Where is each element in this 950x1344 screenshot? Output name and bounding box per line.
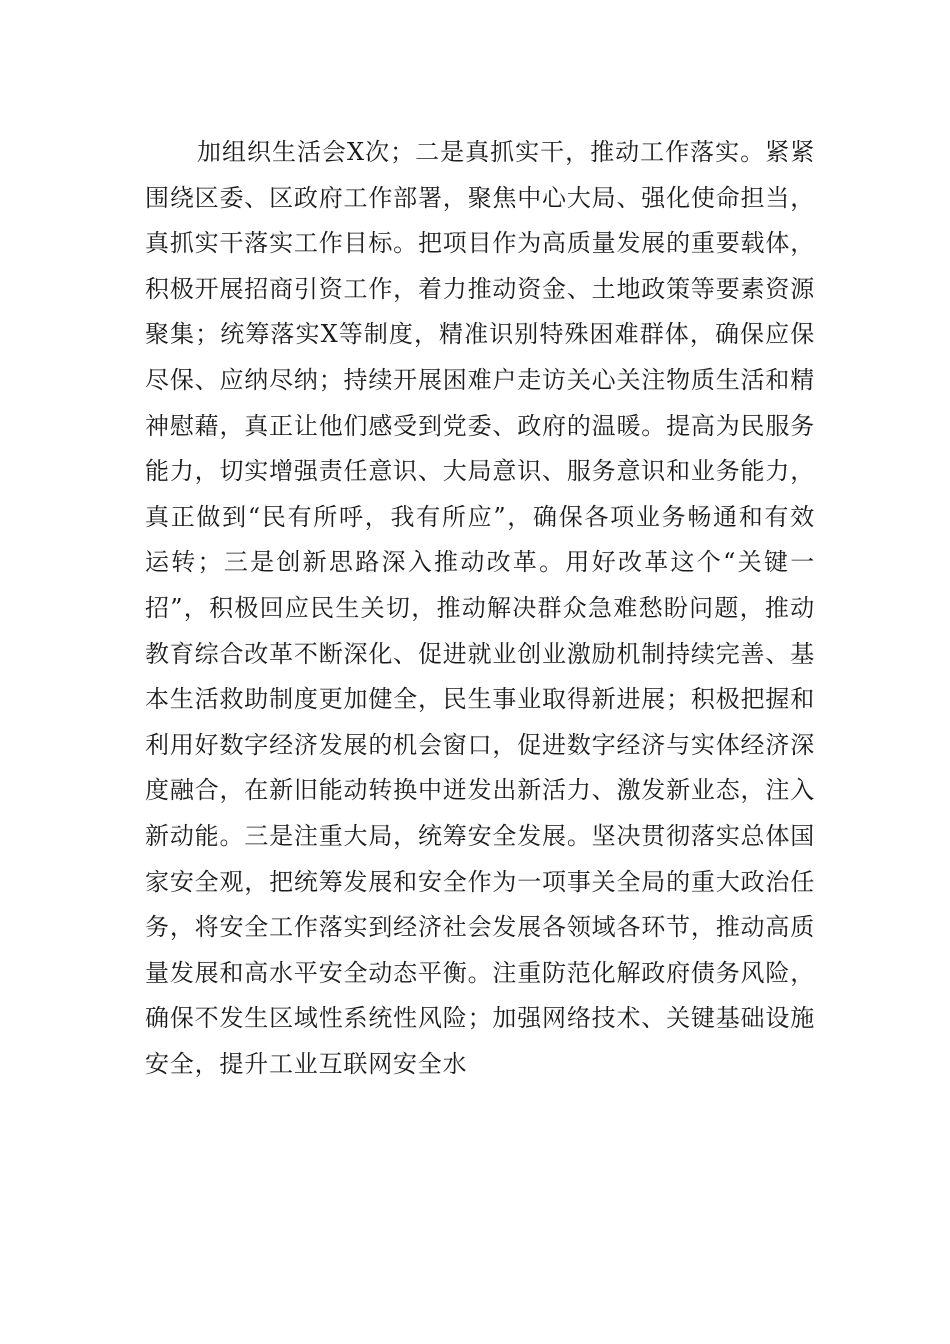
body-paragraph: 加组织生活会X次；二是真抓实干，推动工作落实。紧紧围绕区委、区政府工作部署，聚焦中心大局、强化使命担当，真抓实干落实工作目标。把项目作为高质量发展的重要载体，积极开展招商引资工作，着力推动资金、土地政策等要素资源聚集；统筹落实X等制度，精准识别特殊困难群体，确保应保尽保、应纳尽纳；持续开展困难户走访关心关注物质生活和精神慰藉，真正让他们感受到党委、政府的温暖。提高为民服务能力，切实增强责任意识、大局意识、服务意识和业务能力，真正做到“民有所呼，我有所应”，确保各项业务畅通和有效运转；三是创新思路深入推动改革。用好改革这个“关键一招”，积极回应民生关切，推动解决群众急难愁盼问题，推动教育综合改革不断深化、促进就业创业激励机制持续完善、基本生活救助制度更加健全，民生事业取得新进展；积极把握和利用好数字经济发展的机会窗口，促进数字经济与实体经济深度融合，在新旧能动转换中迸发出新活力、激发新业态，注入新动能。三是注重大局，统筹安全发展。坚决贯彻落实总体国家安全观，把统筹发展和安全作为一项事关全局的重大政治任务，将安全工作落实到经济社会发展各领域各环节，推动高质量发展和高水平安全动态平衡。注重防范化解政府债务风险，确保不发生区域性系统性风险；加强网络技术、关键基础设施安全，提升工业互联网安全水	[145, 138, 815, 1078]
